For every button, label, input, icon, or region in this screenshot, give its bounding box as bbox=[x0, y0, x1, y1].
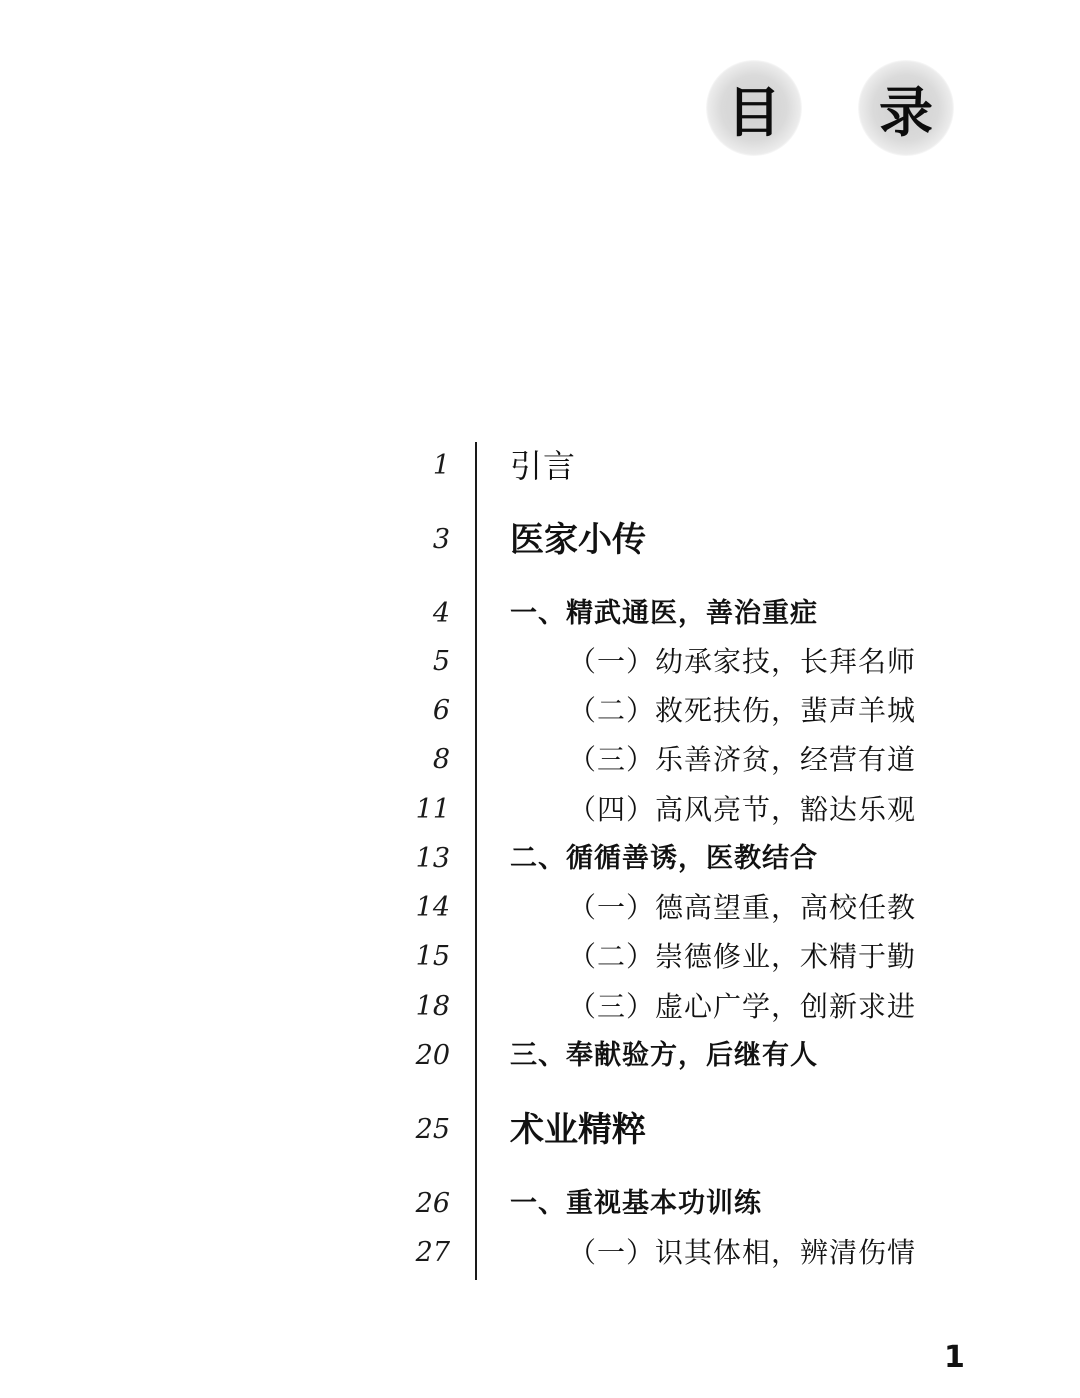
toc-entry-title: 引言 bbox=[510, 447, 577, 485]
toc-page-number: 14 bbox=[415, 892, 450, 923]
toc-entry-title: （四）高风亮节，豁达乐观 bbox=[568, 793, 917, 826]
toc-row[interactable] bbox=[0, 886, 1080, 930]
toc-row[interactable] bbox=[0, 738, 1080, 782]
toc-entry-title: 一、重视基本功训练 bbox=[510, 1188, 762, 1219]
toc-page-number: 18 bbox=[415, 991, 450, 1022]
toc-entry-title: （二）崇德修业，术精于勤 bbox=[568, 940, 917, 973]
toc-entry-title: 三、奉献验方，后继有人 bbox=[510, 1040, 818, 1071]
toc-page-number: 1 bbox=[432, 450, 450, 481]
toc-page-number: 25 bbox=[415, 1114, 450, 1145]
heading-char-1 bbox=[706, 60, 802, 156]
toc-entry-title: （三）乐善济贫，经营有道 bbox=[568, 743, 917, 776]
toc-entry-title: （一）幼承家技，长拜名师 bbox=[568, 645, 917, 678]
toc-entry-title: （二）救死扶伤，蜚声羊城 bbox=[568, 694, 917, 727]
toc-row[interactable] bbox=[0, 518, 1080, 562]
toc-row[interactable] bbox=[0, 689, 1080, 733]
toc-page-number: 26 bbox=[415, 1188, 450, 1219]
page-folio-number: 1 bbox=[944, 1340, 965, 1375]
toc-entry-title: 二、循循善诱，医教结合 bbox=[510, 843, 818, 874]
toc-page-number: 20 bbox=[415, 1040, 450, 1071]
toc-page-number: 8 bbox=[432, 744, 450, 775]
toc-page-number: 4 bbox=[432, 598, 450, 629]
toc-row[interactable] bbox=[0, 640, 1080, 684]
toc-entry-title: （一）德高望重，高校任教 bbox=[568, 891, 917, 924]
toc-row[interactable] bbox=[0, 935, 1080, 979]
toc-entry-title: （一）识其体相，辨清伤情 bbox=[568, 1236, 917, 1269]
toc-row[interactable] bbox=[0, 788, 1080, 832]
toc-row[interactable] bbox=[0, 1182, 1080, 1226]
toc-entry-title: 医家小传 bbox=[510, 520, 646, 560]
toc-entry-title: 一、精武通医，善治重症 bbox=[510, 598, 818, 629]
toc-page-number: 11 bbox=[415, 794, 450, 825]
heading-char-1-text: 目 bbox=[727, 80, 781, 144]
toc-row[interactable] bbox=[0, 444, 1080, 488]
toc-row[interactable] bbox=[0, 1034, 1080, 1078]
toc-page-number: 6 bbox=[432, 695, 450, 726]
toc-row[interactable] bbox=[0, 837, 1080, 881]
toc-page-number: 3 bbox=[432, 524, 450, 555]
toc-page-number: 15 bbox=[415, 941, 450, 972]
toc-row[interactable] bbox=[0, 592, 1080, 636]
toc-entry-title: （三）虚心广学，创新求进 bbox=[568, 990, 917, 1023]
toc-row[interactable] bbox=[0, 985, 1080, 1029]
toc-page-number: 5 bbox=[432, 646, 450, 677]
heading-char-2 bbox=[858, 60, 954, 156]
toc-row[interactable] bbox=[0, 1108, 1080, 1152]
heading-char-2-text: 录 bbox=[879, 80, 933, 144]
toc-row[interactable] bbox=[0, 1231, 1080, 1275]
toc-entry-title: 术业精粹 bbox=[510, 1110, 646, 1150]
toc-page-number: 13 bbox=[415, 843, 450, 874]
toc-page-number: 27 bbox=[415, 1237, 450, 1268]
